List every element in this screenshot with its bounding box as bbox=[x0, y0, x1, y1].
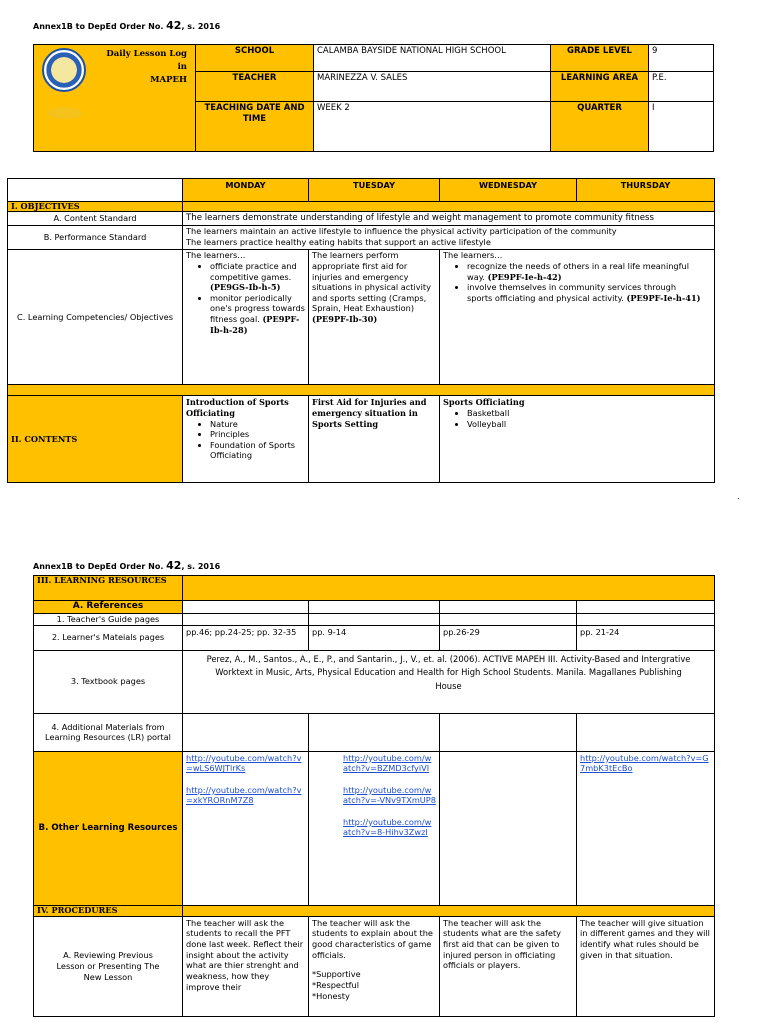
objectives-title: I. OBJECTIVES bbox=[8, 202, 183, 212]
list-item-text: monitor periodically one's progress towards fitness goal. bbox=[210, 292, 305, 325]
contents-label: II. CONTENTS bbox=[8, 396, 183, 483]
cell bbox=[183, 713, 309, 751]
youtube-link[interactable]: http://youtube.com/watch?v=BZMD3cfyiVI bbox=[343, 752, 432, 774]
teacher-value: MARINEZZA V. SALES bbox=[314, 72, 551, 102]
contents-monday-title: Introduction of Sports Officiating bbox=[186, 397, 289, 418]
day-wednesday: WEDNESDAY bbox=[440, 179, 577, 202]
review-tuesday bbox=[309, 916, 440, 1016]
tuesday-competency-text: The learners perform appropriate first aid for injuries and emergency situations in physical activity and sports setting (Cramps, Sprain, Heat Exhaustion) bbox=[312, 250, 431, 314]
log-title-line-2: in bbox=[177, 62, 187, 73]
learners-monday: pp.46; pp.24-25; pp. 32-35 bbox=[183, 625, 309, 650]
contents-wed-thu bbox=[440, 396, 715, 483]
competency-code: (PE9GS-Ib-h-5) bbox=[210, 282, 281, 293]
list-item: • Volleyball bbox=[467, 419, 711, 430]
cell bbox=[183, 613, 309, 625]
competencies-monday bbox=[183, 250, 309, 385]
cell bbox=[440, 713, 577, 751]
additional-materials-label: 4. Additional Materials from Learning Resources (LR) portal bbox=[34, 713, 183, 751]
annex-prefix: Annex1B to DepEd Order No. bbox=[33, 562, 167, 571]
contents-wed-list bbox=[443, 408, 711, 429]
youtube-link[interactable]: http://youtube.com/watch?v=wLS6WJTlrKs bbox=[186, 752, 302, 774]
other-resources-label: B. Other Learning Resources bbox=[34, 751, 183, 905]
annex-line-top bbox=[33, 19, 220, 32]
wed-competency-list bbox=[443, 261, 702, 304]
school-value: CALAMBA BAYSIDE NATIONAL HIGH SCHOOL bbox=[314, 45, 551, 72]
annex-prefix: Annex1B to DepEd Order No. bbox=[33, 22, 167, 31]
cell bbox=[577, 713, 715, 751]
competencies-label: C. Learning Competencies/ Objectives bbox=[8, 250, 183, 385]
learners-thursday: pp. 21-24 bbox=[577, 625, 715, 650]
day-monday: MONDAY bbox=[183, 179, 309, 202]
cell bbox=[577, 613, 715, 625]
contents-tuesday bbox=[309, 396, 440, 483]
performance-line-1: The learners maintain an active lifestyle to influence the physical activity participation of the community bbox=[186, 226, 617, 237]
review-wednesday: The teacher will ask the students what are the safety first aid that can be given to injured person in officiating officials or players. bbox=[440, 916, 577, 1016]
school-label: SCHOOL bbox=[196, 45, 314, 72]
list-item: • Basketball bbox=[467, 408, 711, 419]
learners-materials-label: 2. Learner's Mateials pages bbox=[34, 625, 183, 650]
quarter-label: QUARTER bbox=[551, 102, 649, 152]
resources-table bbox=[33, 575, 715, 1017]
list-item-text: recognize the needs of others in a real life meaningful way. bbox=[467, 260, 689, 282]
date-label: TEACHING DATE AND TIME bbox=[196, 102, 314, 152]
trait-item: *Supportive bbox=[312, 969, 361, 980]
list-item bbox=[210, 261, 305, 293]
list-item-text: officiate practice and competitive games. bbox=[210, 260, 297, 282]
performance-standard-label: B. Performance Standard bbox=[8, 226, 183, 250]
list-item bbox=[467, 282, 702, 303]
quarter-value: I bbox=[649, 102, 714, 152]
monday-competency-list bbox=[186, 261, 305, 336]
monday-intro: The learners… bbox=[186, 250, 246, 261]
day-corner bbox=[8, 179, 183, 202]
contents-monday-list bbox=[186, 419, 305, 462]
date-value: WEEK 2 bbox=[314, 102, 551, 152]
teachers-guide-label: 1. Teacher's Guide pages bbox=[34, 613, 183, 625]
contents-tuesday-title: First Aid for Injuries and emergency situation in Sports Setting bbox=[312, 397, 427, 429]
contents-wed-title: Sports Officiating bbox=[443, 397, 525, 408]
review-tuesday-text: The teacher will ask the students to explain about the good characteristics of game officials. bbox=[312, 917, 433, 960]
competency-code: (PE9PF-Ie-h-41) bbox=[626, 292, 701, 303]
cell bbox=[440, 601, 577, 614]
log-title-line-3: MAPEH bbox=[150, 75, 187, 86]
contents-monday bbox=[183, 396, 309, 483]
grade-label: GRADE LEVEL bbox=[551, 45, 649, 72]
cell bbox=[309, 601, 440, 614]
learners-wednesday: pp.26-29 bbox=[440, 625, 577, 650]
list-item: • Principles bbox=[210, 429, 305, 440]
competency-code: (PE9PF-Ib-30) bbox=[312, 314, 378, 325]
annex-order-no: 42 bbox=[166, 559, 182, 572]
review-thursday: The teacher will give situation in different games and they will identify what rules should be given in that situation. bbox=[577, 916, 715, 1016]
cell bbox=[309, 613, 440, 625]
area-label: LEARNING AREA bbox=[551, 72, 649, 102]
competency-code: (PE9PF-Ib-h-28) bbox=[210, 314, 300, 335]
log-title bbox=[106, 48, 187, 88]
area-value: P.E. bbox=[649, 72, 714, 102]
stray-dot: . bbox=[737, 492, 740, 501]
competencies-tuesday bbox=[309, 250, 440, 385]
cell bbox=[440, 613, 577, 625]
day-thursday: THURSDAY bbox=[577, 179, 715, 202]
day-tuesday: TUESDAY bbox=[309, 179, 440, 202]
annex-order-no: 42 bbox=[166, 19, 182, 32]
other-wednesday bbox=[440, 751, 577, 905]
other-tuesday bbox=[309, 751, 440, 905]
list-item-text: involve themselves in community services through sports officiating and physical activity. bbox=[467, 282, 677, 303]
list-item: • Nature bbox=[210, 419, 305, 430]
list-item bbox=[467, 261, 702, 282]
objectives-title-band bbox=[183, 202, 715, 212]
trait-item: *Honesty bbox=[312, 990, 350, 1001]
textbook-label: 3. Textbook pages bbox=[34, 650, 183, 713]
references-label: A. References bbox=[34, 601, 183, 614]
youtube-link[interactable]: http://youtube.com/watch?v=-VNv9TXmUP8 bbox=[343, 784, 436, 806]
resources-title-band bbox=[183, 576, 715, 601]
annex-suffix: , s. 2016 bbox=[181, 562, 221, 571]
youtube-link[interactable]: http://youtube.com/watch?v=G7mbK3tEcBo bbox=[580, 752, 709, 774]
procedures-title-band bbox=[183, 905, 715, 916]
competencies-wed-thu bbox=[440, 250, 715, 385]
list-item: • Foundation of Sports Officiating bbox=[210, 440, 305, 461]
youtube-link[interactable]: http://youtube.com/watch?v=8-Hihv3ZwzI bbox=[343, 816, 432, 838]
learners-tuesday: pp. 9-14 bbox=[309, 625, 440, 650]
header-table bbox=[33, 44, 714, 152]
resources-title: III. LEARNING RESOURCES bbox=[34, 576, 183, 601]
annex-suffix: , s. 2016 bbox=[181, 22, 221, 31]
textbook-value: Perez, A., M., Santos., A., E., P., and Santarin., J., V., et. al. (2006). ACTIVE MAPEH III. Activity-Based and Intergrative Worktext in Music, Arts, Physical Education and Health for High School Students. Manila. Magallanes Publishing House bbox=[183, 650, 715, 713]
log-title-line-1: Daily Lesson Log bbox=[106, 49, 187, 59]
competency-code: (PE9PF-Ie-h-42) bbox=[487, 271, 562, 282]
cell bbox=[577, 601, 715, 614]
yellow-mark-icon bbox=[48, 107, 82, 119]
other-monday bbox=[183, 751, 309, 905]
trait-item: *Respectful bbox=[312, 979, 360, 990]
content-standard-label: A. Content Standard bbox=[8, 212, 183, 226]
log-title-cell bbox=[34, 45, 196, 152]
teacher-label: TEACHER bbox=[196, 72, 314, 102]
objectives-table bbox=[7, 178, 715, 483]
divider-band bbox=[8, 385, 715, 396]
youtube-link[interactable]: http://youtube.com/watch?v=xkYRORnM7Z8 bbox=[186, 784, 302, 806]
review-label: A. Reviewing Previous Lesson or Presenting The New Lesson bbox=[34, 916, 183, 1016]
performance-line-2: The learners practice healthy eating habits that support an active lifestyle bbox=[186, 236, 491, 247]
cell bbox=[309, 713, 440, 751]
list-item bbox=[210, 293, 305, 336]
review-monday: The teacher will ask the students to recall the PFT done last week. Reflect their insight about the activity what are thier strenght and weakness, how they improve their bbox=[183, 916, 309, 1016]
content-standard-text: The learners demonstrate understanding of lifestyle and weight management to promote community fitness bbox=[183, 212, 715, 226]
grade-value: 9 bbox=[649, 45, 714, 72]
performance-standard-text bbox=[183, 226, 715, 250]
annex-line-bottom bbox=[33, 559, 220, 572]
deped-seal-icon bbox=[42, 48, 86, 92]
procedures-title: IV. PROCEDURES bbox=[34, 905, 183, 916]
wed-intro: The learners… bbox=[443, 250, 503, 261]
other-thursday bbox=[577, 751, 715, 905]
cell bbox=[183, 601, 309, 614]
